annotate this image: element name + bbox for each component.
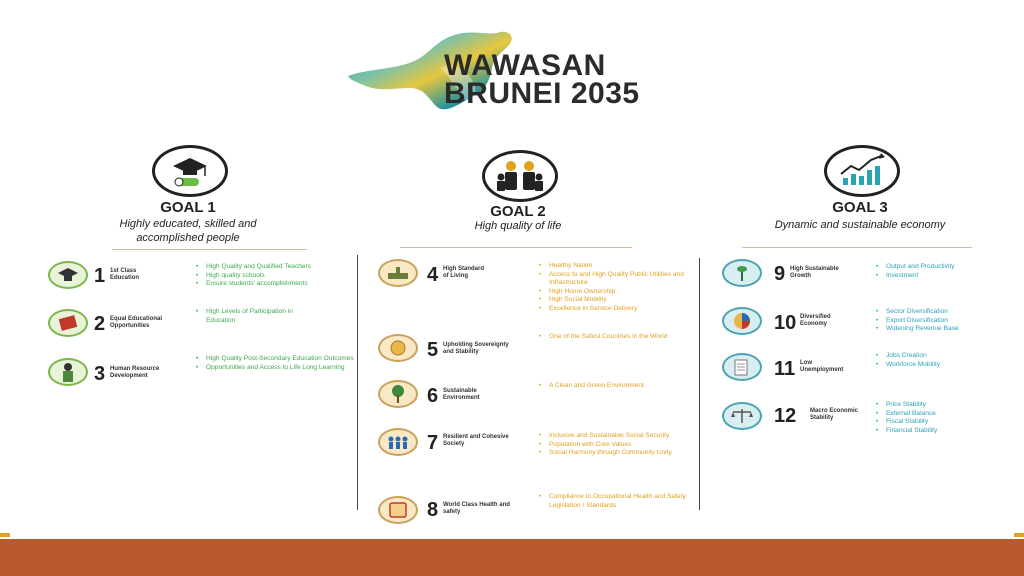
item-10-number: 10 [774, 312, 797, 334]
list-item: • Access to and High Quality Public Utilities and Infrastructure [539, 271, 689, 288]
item-5-name-line1: Upholding Sovereignty [443, 342, 509, 348]
logo-title [444, 49, 640, 110]
item-7-number: 7 [427, 432, 439, 454]
item-10-bullets [876, 308, 1006, 334]
goal-3-title: GOAL 3 [832, 199, 888, 216]
item-8-name-line1: World Class Health and [443, 502, 510, 508]
item-7-name [443, 434, 528, 448]
item-6-bullets [539, 382, 689, 391]
footer-accent-left [0, 533, 10, 537]
item-5-name-line2: and Stability [443, 349, 479, 355]
item-1-name-line2: Education [110, 275, 140, 281]
graduation-cap-icon [152, 145, 228, 197]
goal-3-subtitle: Dynamic and sustainable economy [774, 219, 946, 231]
list-item: • Compliance to Occupational Health and Safety Legislation / Standards [539, 493, 689, 510]
item-11-name-line2: Unemployment [800, 367, 844, 373]
list-item: • Sector Diversification [876, 308, 1006, 317]
list-item: • Opportunities and Access to Life Long Learning [196, 364, 356, 373]
item-3-name-line1: Human Resource [110, 366, 160, 372]
logo-title-line2: BRUNEI 2035 [444, 77, 640, 110]
goal-1-subtitle-line2: accomplished people [136, 232, 240, 244]
item-6-icon [378, 380, 418, 408]
list-item: • Excellence in Service Delivery [539, 305, 689, 314]
growth-chart-icon [824, 145, 900, 197]
item-1-bullets [196, 263, 356, 289]
list-item: • High Social Mobility [539, 296, 689, 305]
item-4-name-line2: of Living [443, 273, 468, 279]
list-item: • High quality schools [196, 272, 356, 281]
goal-2-underline [400, 247, 632, 248]
item-6-name [443, 388, 523, 402]
goal-2-subtitle: High quality of life [474, 220, 562, 232]
item-11-bullets [876, 352, 1006, 369]
item-2-name-line1: Equal Educational [110, 316, 163, 322]
item-3-icon [48, 358, 88, 386]
item-2-number: 2 [94, 313, 106, 335]
item-12-number: 12 [774, 405, 797, 427]
item-12-bullets [876, 401, 1006, 435]
list-item: • High Quality and Qualified Teachers [196, 263, 356, 272]
item-12-name-line1: Macro Economic [810, 408, 859, 414]
item-3-name-line2: Development [110, 373, 148, 379]
list-item: • Social Harmony through Community Unity [539, 449, 689, 458]
item-9-icon [722, 259, 762, 287]
column-divider [357, 255, 358, 510]
footer-accent-right [1014, 533, 1024, 537]
item-3-name [110, 366, 180, 380]
item-3-bullets [196, 355, 356, 372]
item-1-name [110, 268, 180, 282]
goal-2-title: GOAL 2 [490, 203, 546, 220]
list-item: • Financial Stability [876, 427, 1006, 436]
item-4-icon [378, 259, 418, 287]
item-7-name-line1: Resilient and Cohesive [443, 434, 509, 440]
item-9-bullets [876, 263, 1006, 280]
item-6-name-line1: Sustainable [443, 388, 477, 394]
item-5-name [443, 342, 528, 356]
item-7-icon [378, 428, 418, 456]
item-10-name [800, 314, 870, 328]
item-3-number: 3 [94, 363, 106, 385]
list-item: • High Quality Post-Secondary Education Outcomes [196, 355, 356, 364]
list-item: • Jobs Creation [876, 352, 1006, 361]
item-11-icon [722, 353, 762, 381]
item-2-name-line2: Opportunities [110, 323, 150, 329]
goal-1-subtitle-line1: Highly educated, skilled and [119, 218, 257, 230]
item-10-icon [722, 307, 762, 335]
item-11-name-line1: Low [800, 360, 812, 366]
item-5-number: 5 [427, 339, 439, 361]
item-6-name-line2: Environment [443, 395, 480, 401]
goal-3-underline [742, 247, 972, 248]
list-item: • Fiscal Stability [876, 418, 1006, 427]
list-item: • Inclusive and Sustainable Social Security [539, 432, 689, 441]
item-10-name-line2: Economy [800, 321, 828, 327]
list-item: • High Home Ownership [539, 288, 689, 297]
item-7-bullets [539, 432, 689, 458]
item-12-name-line2: Stability [810, 415, 834, 421]
list-item: • Population with Core Values [539, 441, 689, 450]
item-2-name [110, 316, 180, 330]
item-1-icon [48, 261, 88, 289]
list-item: • High Levels of Participation in Education [196, 308, 324, 325]
logo-title-line1: WAWASAN [444, 49, 606, 82]
column-divider [699, 258, 700, 510]
item-4-name-line1: High Standard [443, 266, 485, 272]
item-10-name-line1: Diversified [800, 314, 831, 320]
item-8-number: 8 [427, 499, 439, 521]
list-item: • Ensure students' accomplishments [196, 280, 356, 289]
item-12-name [810, 408, 880, 422]
item-4-name [443, 266, 523, 280]
item-1-name-line1: 1st Class [110, 268, 137, 274]
item-9-name-line1: High Sustainable [790, 266, 839, 272]
family-icon [482, 150, 558, 202]
list-item: • Investment [876, 272, 1006, 281]
item-1-number: 1 [94, 265, 106, 287]
list-item: • Widening Revenue Base [876, 325, 1006, 334]
item-11-name [800, 360, 870, 374]
item-2-bullets [196, 308, 324, 325]
goal-1-title: GOAL 1 [160, 199, 216, 216]
item-9-number: 9 [774, 263, 786, 285]
item-8-name-line2: safety [443, 509, 461, 515]
item-5-bullets [539, 333, 684, 342]
item-9-name-line2: Growth [790, 273, 811, 279]
list-item: • Healthy Nation [539, 262, 689, 271]
list-item: • One of the Safest Countries in the World [539, 333, 684, 342]
item-5-icon [378, 334, 418, 362]
goal-1-subtitle [88, 217, 288, 245]
item-11-number: 11 [774, 358, 796, 380]
goal-1-underline [112, 249, 307, 250]
item-8-bullets [539, 493, 689, 510]
list-item: • Output and Productivity [876, 263, 1006, 272]
list-item: • External Balance [876, 410, 1006, 419]
item-12-icon [722, 402, 762, 430]
item-8-name [443, 502, 533, 516]
item-6-number: 6 [427, 385, 439, 407]
list-item: • A Clean and Green Environment [539, 382, 689, 391]
list-item: • Price Stability [876, 401, 1006, 410]
list-item: • Export Diversification [876, 317, 1006, 326]
footer-bar [0, 539, 1024, 576]
list-item: • Workforce Mobility [876, 361, 1006, 370]
item-4-bullets [539, 262, 689, 314]
item-2-icon [48, 309, 88, 337]
item-8-icon [378, 496, 418, 524]
item-7-name-line2: Society [443, 441, 465, 447]
item-9-name [790, 266, 860, 280]
item-4-number: 4 [427, 264, 439, 286]
